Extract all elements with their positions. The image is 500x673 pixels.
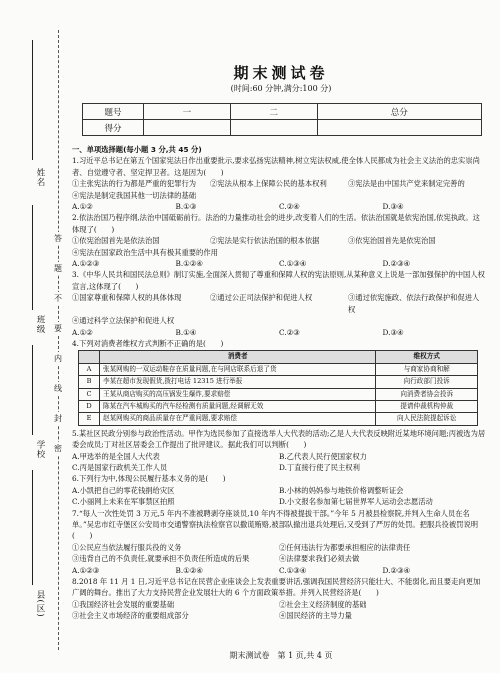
choice[interactable]: A.①② <box>72 202 93 212</box>
item: ③违背自己的不负责任,就要承担不负责任所造成的后果 <box>72 554 250 564</box>
question-stem: 6.下列行为中,体现公民履行基本义务的是( ) <box>72 474 226 484</box>
seal-line <box>58 30 59 650</box>
table-header: 维权方式 <box>376 351 478 363</box>
choice[interactable]: D.③④ <box>382 327 404 337</box>
item: ②通过公正司法保护和促进人权 <box>210 293 313 303</box>
item: ①依宪治国首先是依法治国 <box>72 236 160 246</box>
row-letter: B <box>79 376 100 388</box>
item: ①主张宪法的行为都是严重的犯罪行为 <box>72 179 197 189</box>
choice[interactable]: D.小文报名参加第七届世界军人运动会志愿活动 <box>279 497 433 507</box>
page-subtitle: (时间:60 分钟,满分:100 分) <box>230 84 332 93</box>
question-stem: 5.某社区民政分别参与政治性活动。甲作为选民参加了直接选举人大代表的活动;乙是人大代表反映附近某地环境问题;丙被选为居委会成员;丁对社区居委会工作提出了批评建议。据此我们可以判断( ) <box>72 428 486 450</box>
choice[interactable]: D.丁直接行使了民主权利 <box>279 462 360 472</box>
table-header: 消费者 <box>100 351 376 363</box>
choice[interactable]: A.①② <box>72 327 93 337</box>
item: ①国家尊重和保障人权的具体体现 <box>72 293 182 303</box>
item: ④宪法是制定我国其他一切法律的基础 <box>72 190 197 200</box>
seal-char: 密 <box>54 444 62 453</box>
table-row <box>79 376 478 388</box>
score-header-cell: 二 <box>230 104 317 120</box>
class-line <box>32 205 33 310</box>
question-6 <box>72 473 486 507</box>
item: ①公民应当依法履行服兵役的义务 <box>72 542 182 552</box>
choice[interactable]: B.①②④ <box>175 565 203 575</box>
school-label: 学校 <box>35 440 45 459</box>
row-method: 向人民法院提起诉讼 <box>376 413 478 425</box>
question-stem: 7.“每人一次性处罚 3 万元,5 年内不准被聘剥夺座谈员,10 年内不得被提拔干部。”今年 5 月被县检察院,并判入生命人员在名单。”吴忠市红寺堡区公安局市交通警察执法检察官以撒谎贿赂,被部队撤出退兵处理后,又受到了严厉的处罚。把服兵役被罚说明( ) <box>72 508 479 541</box>
item: ②任何违法行为都要承担相应的法律责任 <box>279 542 411 552</box>
question-7 <box>72 508 486 576</box>
seal-char: 封 <box>54 414 62 423</box>
question-area <box>72 144 486 622</box>
table-row <box>79 363 478 375</box>
item: ②宪法是实行依法治国的根本依据 <box>210 236 320 246</box>
question-5 <box>72 428 486 474</box>
item: ④法律要求我们必须去做 <box>279 554 360 564</box>
page-footer: 期末测试卷 第 1 页,共 4 页 <box>229 651 333 660</box>
choice[interactable]: C.①③④ <box>279 565 307 575</box>
page-title: 期末测试卷 <box>233 64 329 82</box>
question-4 <box>72 338 486 426</box>
score-header-cell: 总分 <box>317 104 481 120</box>
choice[interactable]: C.丙是国家行政机关工作人员 <box>72 462 168 472</box>
table-header <box>79 351 100 363</box>
score-input-cell[interactable] <box>230 120 317 136</box>
score-input-cell[interactable] <box>144 120 231 136</box>
question-1 <box>72 155 486 212</box>
item: ②社会主义经济制度的基础 <box>279 599 367 609</box>
choice[interactable]: D.③④ <box>382 202 404 212</box>
choice[interactable]: A.①②③ <box>72 565 100 575</box>
item: ②宪法从根本上保障公民的基本权利 <box>210 179 327 189</box>
question-2 <box>72 212 486 269</box>
question-stem: 8.2018 年 11 月 1 日,习近平总书记在民营企业座谈会上发表重要讲话,强调我国民营经济只能壮大、不能弱化,而且要走向更加广阔的舞台。推出了大力支持民营企业发展壮大的 6 个方面政策举措。并列入民营经济是( ) <box>72 577 481 598</box>
row-consumer: 赵某网购买的商品质量存在严重问题,要求赔偿 <box>100 413 376 425</box>
choice[interactable]: B.①④ <box>175 327 197 337</box>
row-letter: D <box>79 400 100 412</box>
row-method: 向行政部门投诉 <box>376 376 478 388</box>
question-stem: 2.依法治国乃程序纲,法治中国砥砺前行。法治的力量推动社会的进步,改变着人们的生活。依法治国就是依宪治国,依宪执政。这体现了( ) <box>72 213 480 234</box>
school-line <box>32 345 33 435</box>
binding-strip <box>0 0 68 673</box>
choice[interactable]: B.①③ <box>175 202 197 212</box>
county-line <box>32 470 33 585</box>
choice[interactable]: D.②③④ <box>382 259 411 269</box>
row-letter: C <box>79 388 100 400</box>
item: ③社会主义市场经济的重要组成部分 <box>72 611 189 621</box>
seal-char: 答 <box>54 234 62 243</box>
choice[interactable]: A.小凯把自己的零花钱捐给灾区 <box>72 485 175 495</box>
seal-char: 题 <box>54 264 62 273</box>
table-row <box>79 388 478 400</box>
score-header-cell: 题号 <box>83 104 144 120</box>
question-stem: 4.下列对消费者维权方式判断不正确的是( ) <box>72 338 224 348</box>
row-consumer: 李某在超市发现假货,拨打电话 12315 进行举报 <box>100 376 376 388</box>
question-3 <box>72 269 486 337</box>
score-header-cell: 一 <box>144 104 231 120</box>
item: ④通过科学立法保护和促进人权 <box>72 316 175 326</box>
seal-char: 要 <box>54 324 62 333</box>
row-consumer: 陈某在汽车城购买的汽车经检测有质量问题,经调解无效 <box>100 400 376 412</box>
choice[interactable]: B.①②④ <box>175 259 203 269</box>
choice[interactable]: C.②③ <box>279 327 300 337</box>
table-row <box>79 400 478 412</box>
class-label: 班级 <box>35 315 45 334</box>
item: ④宪法在国家政治生活中具有极其重要的作用 <box>72 247 218 257</box>
choice[interactable]: B.乙代表人民行使国家权力 <box>279 451 367 461</box>
item: ③宪法是由中国共产党来制定完善的 <box>348 179 465 189</box>
choice[interactable]: B.小林的妈妈参与地铁价格调整听证会 <box>279 485 404 495</box>
question-8 <box>72 576 486 622</box>
item: ①我国经济社会发展的重要基础 <box>72 599 175 609</box>
item: ④国民经济的主导力量 <box>279 611 352 621</box>
table-row <box>79 413 478 425</box>
rights-table <box>78 350 478 425</box>
row-method: 提请仲裁机构仲裁 <box>376 400 478 412</box>
score-label-cell: 得分 <box>83 120 144 136</box>
choice[interactable]: C.②④ <box>279 202 300 212</box>
row-letter: E <box>79 413 100 425</box>
choice[interactable]: C.①③④ <box>279 259 307 269</box>
item: ③依宪治国首先是依宪治国 <box>348 236 436 246</box>
choice[interactable]: A.①②③ <box>72 259 100 269</box>
row-method: 向消费者协会投诉 <box>376 388 478 400</box>
name-label: 姓名 <box>35 168 45 187</box>
name-line <box>32 40 33 160</box>
choice[interactable]: A.甲选举的是全国人大代表 <box>72 451 160 461</box>
row-method: 与商家协商和解 <box>376 363 478 375</box>
choice[interactable]: D.②③④ <box>382 565 411 575</box>
question-stem: 1.习近平总书记在第五个国家宪法日作出重要批示,要求弘扬宪法精神,树立宪法权威,使全体人民都成为社会主义法治的忠实崇尚者、自觉遵守者、坚定捍卫者。这是因为( ) <box>72 156 480 177</box>
question-stem: 3.《中华人民共和国民法总则》制订实施,全面深入贯彻了尊重和保障人权的宪法原则,从某种意义上说是一部加强保护的中国人权宣言,这体现了( ) <box>72 270 485 291</box>
row-consumer: 张某网购的一双运动鞋存在质量问题,在与网店联系后退了货 <box>100 363 376 375</box>
score-input-cell[interactable] <box>317 120 481 136</box>
item: ③通过依宪施政、依法行政保护和促进人权 <box>348 293 480 314</box>
section-heading: 一、单项选择题(每小题 3 分,共 45 分) <box>72 145 202 154</box>
choice[interactable]: C.小丽网上未来在军事禁区拍照 <box>72 497 175 507</box>
county-label: 县(区) <box>35 590 45 618</box>
seal-char: 内 <box>54 354 62 363</box>
seal-char: 线 <box>54 384 62 393</box>
row-consumer: 王某从商店购买的高压锅发生爆炸,要求赔偿 <box>100 388 376 400</box>
score-table <box>82 103 482 136</box>
row-letter: A <box>79 363 100 375</box>
seal-char: 不 <box>54 294 62 303</box>
